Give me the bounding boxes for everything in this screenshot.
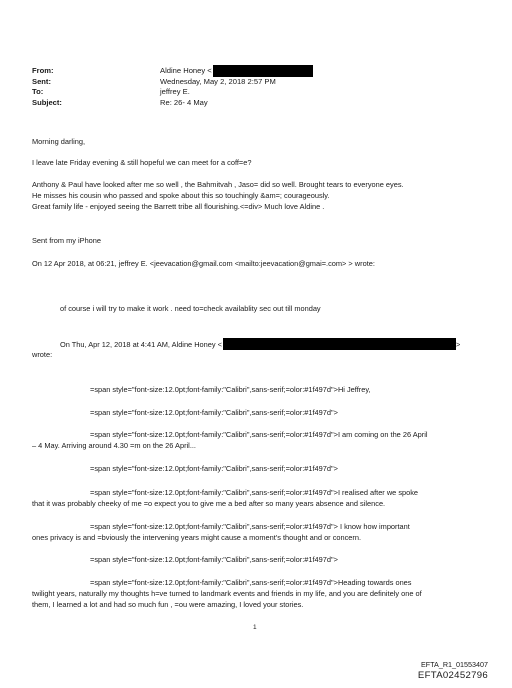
quoted-line: =span style="font-size:12.0pt;font-family:"Calibri",sans-serif;=olor:#1f497d">Hi Jeffrey, bbox=[90, 385, 371, 394]
quoted-line: =span style="font-size:12.0pt;font-family:"Calibri",sans-serif;=olor:#1f497d">I realised after we spoke bbox=[90, 488, 419, 497]
reply-text: of course i will try to make it work . need to=check availablity sec out till monday bbox=[60, 304, 321, 313]
body-line: I leave late Friday evening & still hopeful we can meet for a coff=e? bbox=[32, 158, 252, 167]
quoted-line: =span style="font-size:12.0pt;font-family:"Calibri",sans-serif;=olor:#1f497d">Heading towards ones bbox=[90, 578, 412, 587]
quote-intro: On 12 Apr 2018, at 06:21, jeffrey E. <jeevacation@gmail.com <mailto:jeevacation@gmai=.com> > wrote: bbox=[32, 259, 375, 268]
sent-label: Sent: bbox=[32, 76, 51, 86]
footer-id-small: EFTA_R1_01553407 bbox=[421, 660, 488, 669]
body-line: Great family life - enjoyed seeing the Barrett tribe all flourishing.<=div> Much love Aldine . bbox=[32, 202, 325, 211]
quoted-line: them, I learned a lot and had so much fun , =ou were amazing, I loved your stories. bbox=[32, 600, 304, 609]
quoted-line: =span style="font-size:12.0pt;font-family:"Calibri",sans-serif;=olor:#1f497d"> bbox=[90, 555, 338, 564]
from-value: Aldine Honey < bbox=[160, 66, 212, 75]
subject-row bbox=[32, 98, 313, 109]
quoted-line: =span style="font-size:12.0pt;font-family:"Calibri",sans-serif;=olor:#1f497d">I am coming on the 26 April bbox=[90, 430, 428, 439]
footer-id-large: EFTA02452796 bbox=[417, 670, 488, 681]
quoted-line: twilight years, naturally my thoughts h=ve turned to landmark events and friends in my life, and you are definitely one of bbox=[32, 589, 422, 598]
quote2-intro: On Thu, Apr 12, 2018 at 4:41 AM, Aldine Honey < > bbox=[60, 340, 461, 349]
body-line: He misses his cousin who passed and spoke about this so touchingly &am=; courageously. bbox=[32, 191, 330, 200]
quoted-line: =span style="font-size:12.0pt;font-family:"Calibri",sans-serif;=olor:#1f497d"> bbox=[90, 464, 338, 473]
greeting: Morning darling, bbox=[32, 137, 85, 146]
subject-label: Subject: bbox=[32, 97, 62, 107]
signature: Sent from my iPhone bbox=[32, 236, 102, 245]
quoted-line: that it was probably cheeky of me =o expect you to give me a bed after so many years absence and silence. bbox=[32, 499, 386, 508]
quoted-line: =span style="font-size:12.0pt;font-family:"Calibri",sans-serif;=olor:#1f497d"> I know how important bbox=[90, 522, 410, 531]
quoted-line: ones privacy is and =bviously the intervening years might cause a moment's thought and or concern. bbox=[32, 533, 362, 542]
quoted-line: – 4 May. Arriving around 4.30 =m on the 26 April... bbox=[32, 441, 196, 450]
to-label: To: bbox=[32, 87, 44, 97]
to-value: jeffrey E. bbox=[160, 87, 190, 97]
from-label: From: bbox=[32, 66, 54, 75]
page-number: 1 bbox=[253, 624, 257, 631]
redaction-box bbox=[223, 338, 456, 350]
subject-value: Re: 26- 4 May bbox=[160, 97, 208, 107]
email-header bbox=[32, 66, 313, 108]
sent-row bbox=[32, 77, 313, 88]
wrote-label: wrote: bbox=[32, 350, 53, 359]
body-line: Anthony & Paul have looked after me so well , the Bahmitvah , Jaso= did so well. Brought tears to everyone eyes. bbox=[32, 180, 404, 189]
quoted-line: =span style="font-size:12.0pt;font-family:"Calibri",sans-serif;=olor:#1f497d"> bbox=[90, 408, 338, 417]
redaction-box bbox=[213, 65, 313, 77]
to-row bbox=[32, 87, 313, 98]
sent-value: Wednesday, May 2, 2018 2:57 PM bbox=[160, 76, 276, 86]
from-row bbox=[32, 66, 313, 77]
